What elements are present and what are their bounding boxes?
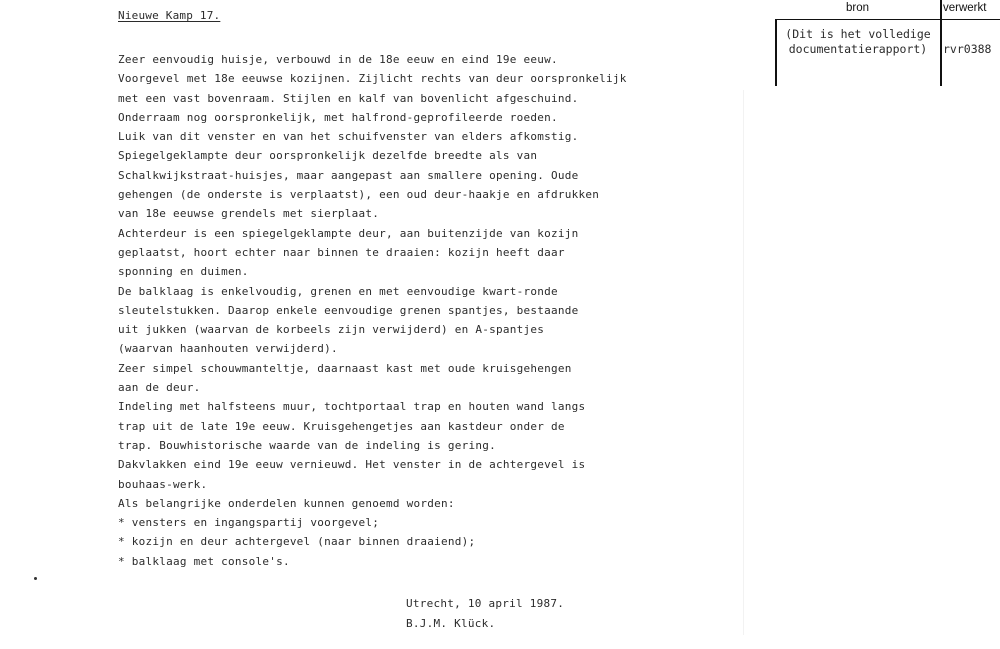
report-line: (waarvan haanhouten verwijderd). <box>118 342 338 356</box>
report-line: bouhaas-werk. <box>118 477 208 491</box>
report-line: trap. Bouwhistorische waarde van de indeling is gering. <box>118 438 496 452</box>
signature: B.J.M. Klück. <box>406 617 496 630</box>
report-line: sponning en duimen. <box>118 265 249 279</box>
report-line: Indeling met halfsteens muur, tochtportaal trap en houten wand langs <box>118 400 586 414</box>
report-line: Onderraam nog oorspronkelijk, met halfrond-geprofileerde roeden. <box>118 110 558 124</box>
stamp-verwerkt-value: rvr0388 <box>943 42 992 56</box>
report-line: van 18e eeuwse grendels met sierplaat. <box>118 207 380 221</box>
report-line: * kozijn en deur achtergevel (naar binnen draaiend); <box>118 535 476 549</box>
place-date: Utrecht, 10 april 1987. <box>406 597 565 610</box>
report-line: uit jukken (waarvan de korbeels zijn verwijderd) en A-spantjes <box>118 323 545 337</box>
report-line: De balklaag is enkelvoudig, grenen en met eenvoudige kwart-ronde <box>118 284 558 298</box>
report-line: Zeer simpel schouwmanteltje, daarnaast kast met oude kruisgehengen <box>118 361 572 375</box>
stamp-divider <box>940 0 942 86</box>
report-line: Schalkwijkstraat-huisjes, maar aangepast aan smallere opening. Oude <box>118 168 579 182</box>
report-line: * balklaag met console's. <box>118 554 290 568</box>
scan-edge <box>743 90 744 635</box>
stamp-header-row <box>775 0 1000 20</box>
report-line: Voorgevel met 18e eeuwse kozijnen. Zijlicht rechts van deur oorspronkelijk <box>118 72 627 86</box>
report-line: sleutelstukken. Daarop enkele eenvoudige grenen spantjes, bestaande <box>118 303 579 317</box>
document-heading: Nieuwe Kamp 17. <box>118 9 221 22</box>
report-line: Zeer eenvoudig huisje, verbouwd in de 18e eeuw en eind 19e eeuw. <box>118 53 558 66</box>
report-line: geplaatst, hoort echter naar binnen te draaien: kozijn heeft daar <box>118 245 565 259</box>
report-line: Luik van dit venster en van het schuifvenster van elders afkomstig. <box>118 130 579 144</box>
report-line: aan de deur. <box>118 381 201 395</box>
report-line: Als belangrijke onderdelen kunnen genoemd worden: <box>118 496 455 510</box>
stamp-header-verwerkt: verwerkt <box>943 2 987 14</box>
report-line: gehengen (de onderste is verplaatst), een oud deur-haakje en afdrukken <box>118 188 600 202</box>
stamp-header-bron: bron <box>845 2 870 14</box>
scan-speck <box>34 577 37 580</box>
report-line: * vensters en ingangspartij voorgevel; <box>118 516 380 530</box>
report-line: trap uit de late 19e eeuw. Kruisgehengetjes aan kastdeur onder de <box>118 419 565 433</box>
report-line: Achterdeur is een spiegelgeklampte deur, aan buitenzijde van kozijn <box>118 226 579 240</box>
report-body <box>118 50 627 571</box>
report-line: Spiegelgeklampte deur oorspronkelijk dezelfde breedte als van <box>118 149 538 163</box>
archive-stamp <box>775 0 1000 86</box>
stamp-bron-value: (Dit is het volledige documentatierapport) <box>785 27 931 56</box>
closing-block <box>406 594 564 634</box>
report-line: Dakvlakken eind 19e eeuw vernieuwd. Het venster in de achtergevel is <box>118 458 586 472</box>
report-line: met een vast bovenraam. Stijlen en kalf van bovenlicht afgeschuind. <box>118 91 579 105</box>
